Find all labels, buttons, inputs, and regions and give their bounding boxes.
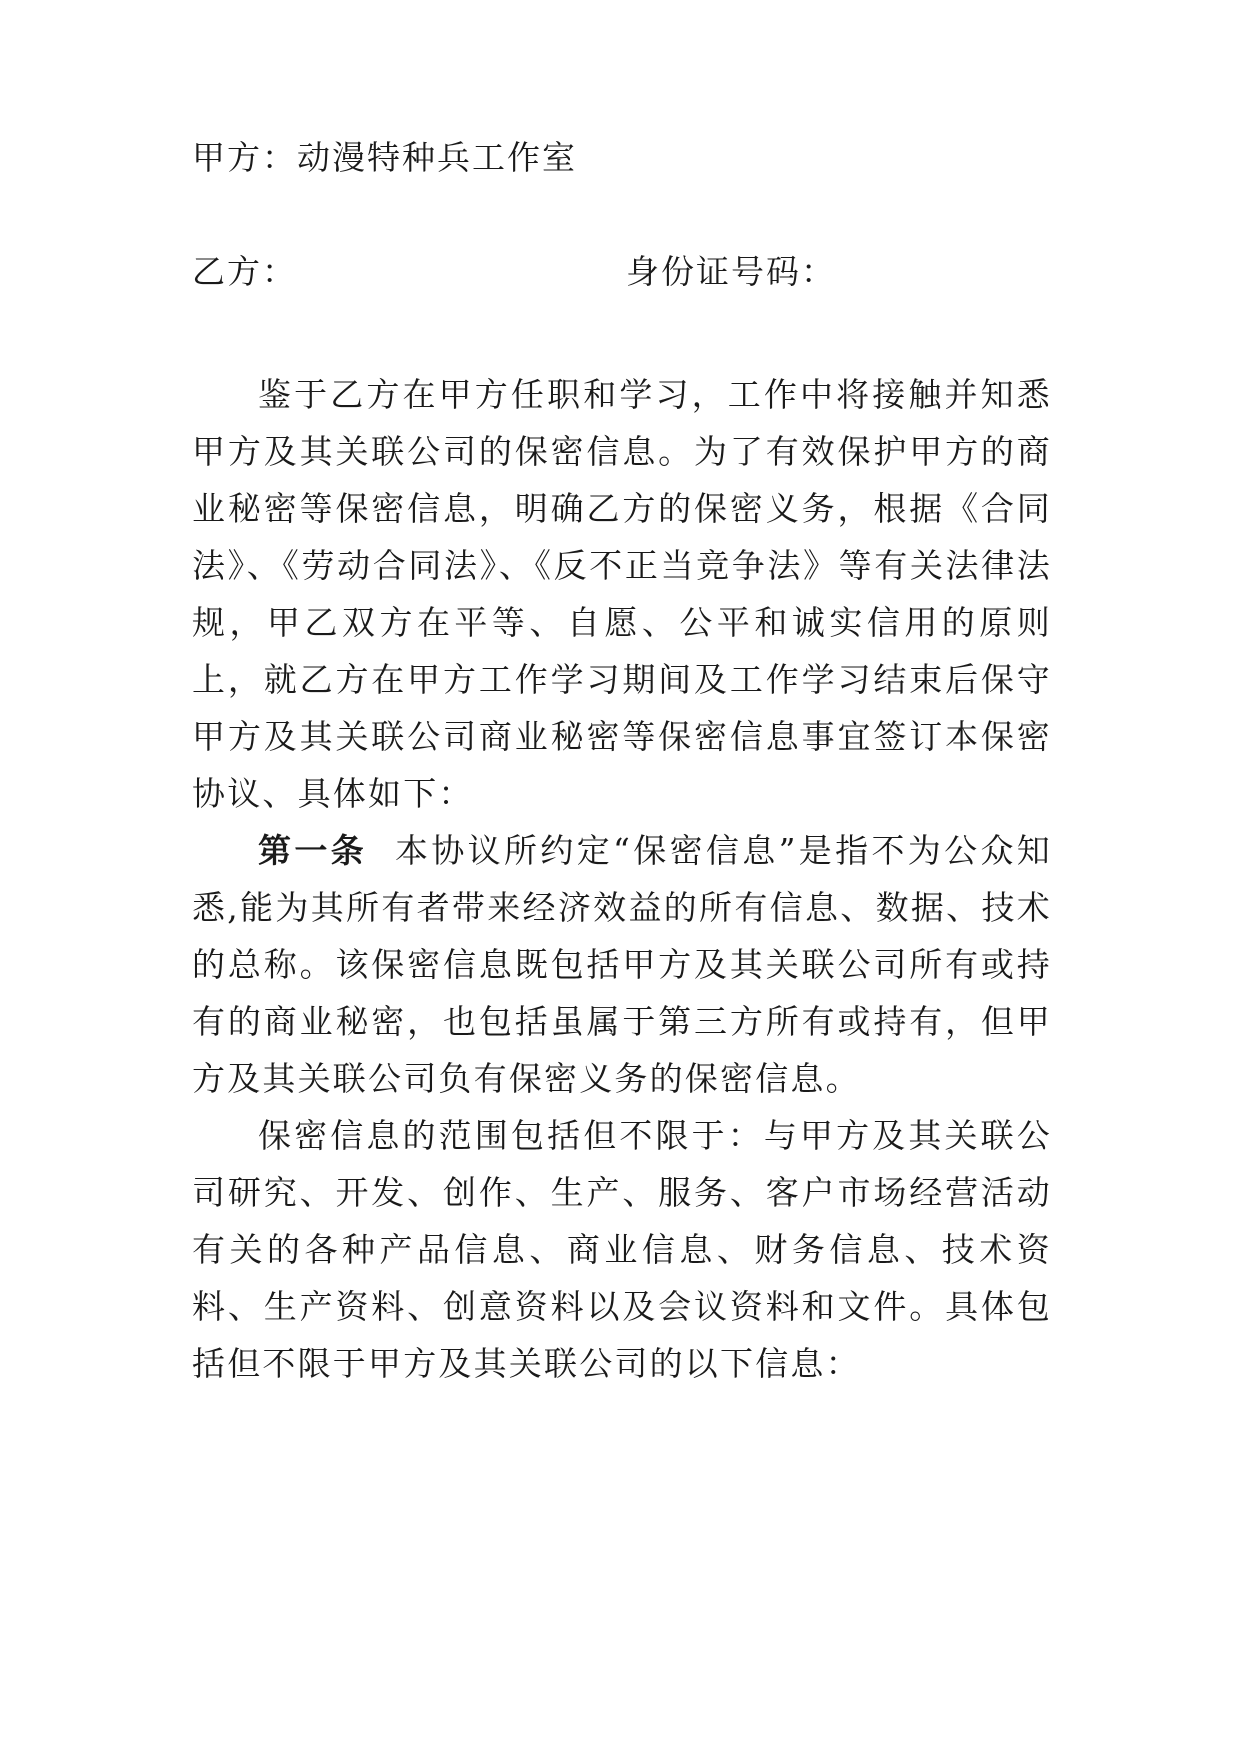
party-b-label: 乙方：	[192, 252, 297, 291]
article-1-paragraph	[192, 822, 1052, 1107]
article-1-text: 本协议所约定“保密信息”是指不为公众知悉,能为其所有者带来经济效益的所有信息、数据、技术的总称。该保密信息既包括甲方及其关联公司所有或持有的商业秘密，也包括虽属于第三方所有或持有，但甲方及其关联公司负有保密义务的保密信息。	[192, 831, 1052, 1098]
party-a-value: 动漫特种兵工作室	[297, 138, 577, 177]
party-b-id-label: 身份证号码：	[626, 252, 836, 291]
party-a-line	[192, 138, 577, 178]
preamble-paragraph: 鉴于乙方在甲方任职和学习，工作中将接触并知悉甲方及其关联公司的保密信息。为了有效保护甲方的商业秘密等保密信息，明确乙方的保密义务，根据《合同法》、《劳动合同法》、《反不正当竞争法》等有关法律法规，甲乙双方在平等、自愿、公平和诚实信用的原则上，就乙方在甲方工作学习期间及工作学习结束后保守甲方及其关联公司商业秘密等保密信息事宜签订本保密协议、具体如下：	[192, 375, 1052, 813]
party-a-label: 甲方：	[192, 138, 297, 177]
article-1-label: 第一条	[258, 831, 368, 870]
scope-paragraph: 保密信息的范围包括但不限于：与甲方及其关联公司研究、开发、创作、生产、服务、客户市场经营活动有关的各种产品信息、商业信息、财务信息、技术资料、生产资料、创意资料以及会议资料和文件。具体包括但不限于甲方及其关联公司的以下信息：	[192, 1116, 1052, 1383]
